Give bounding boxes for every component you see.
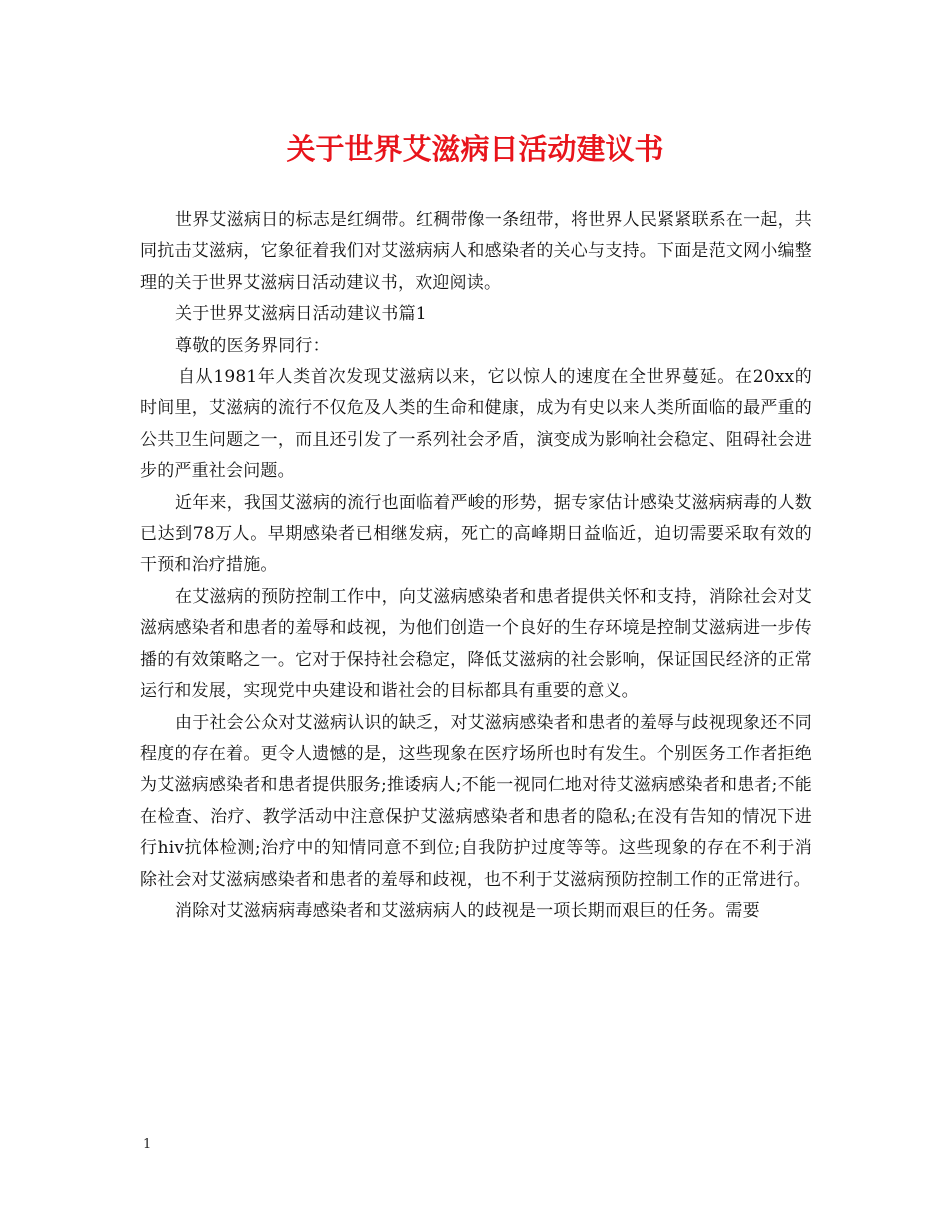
body-paragraph: 由于社会公众对艾滋病认识的缺乏，对艾滋病感染者和患者的羞辱与歧视现象还不同程度的存在着。更令人遗憾的是，这些现象在医疗场所也时有发生。个别医务工作者拒绝为艾滋病感染者和患者提供服务;推诿病人;不能一视同仁地对待艾滋病感染者和患者;不能在检查、治疗、教学活动中注意保护艾滋病感染者和患者的隐私;在没有告知的情况下进行hiv抗体检测;治疗中的知情同意不到位;自我防护过度等等。这些现象的存在不利于消除社会对艾滋病感染者和患者的羞辱和歧视，也不利于艾滋病预防控制工作的正常进行。 — [140, 712, 812, 890]
body-paragraph: 消除对艾滋病病毒感染者和艾滋病病人的歧视是一项长期而艰巨的任务。需要 — [175, 900, 760, 921]
salutation: 尊敬的医务界同行： — [175, 335, 330, 356]
body-paragraph: 在艾滋病的预防控制工作中，向艾滋病感染者和患者提供关怀和支持，消除社会对艾滋病感染者和患者的羞辱和歧视，为他们创造一个良好的生存环境是控制艾滋病进一步传播的有效策略之一。它对于保持社会稳定，降低艾滋病的社会影响，保证国民经济的正常运行和发展，实现党中央建设和谐社会的目标都具有重要的意义。 — [140, 586, 812, 702]
section-heading: 关于世界艾滋病日活动建议书篇1 — [175, 304, 427, 325]
intro-paragraph: 世界艾滋病日的标志是红绸带。红稠带像一条纽带，将世界人民紧紧联系在一起，共同抗击艾滋病，它象征着我们对艾滋病病人和感染者的关心与支持。下面是范文网小编整理的关于世界艾滋病日活动建议书，欢迎阅读。 — [140, 210, 812, 293]
document-body — [140, 205, 812, 927]
body-paragraph: 近年来，我国艾滋病的流行也面临着严峻的形势，据专家估计感染艾滋病病毒的人数已达到78万人。早期感染者已相继发病，死亡的高峰期日益临近，迫切需要采取有效的干预和治疗措施。 — [140, 492, 812, 576]
document-title: 关于世界艾滋病日活动建议书 — [286, 132, 664, 166]
body-paragraph: 自从1981年人类首次发现艾滋病以来，它以惊人的速度在全世界蔓延。在20xx的时间里，艾滋病的流行不仅危及人类的生命和健康，成为有史以来人类所面临的最严重的公共卫生问题之一，而且还引发了一系列社会矛盾，演变成为影响社会稳定、阻碍社会进步的严重社会问题。 — [140, 367, 812, 482]
page-number: 1 — [143, 1137, 152, 1152]
